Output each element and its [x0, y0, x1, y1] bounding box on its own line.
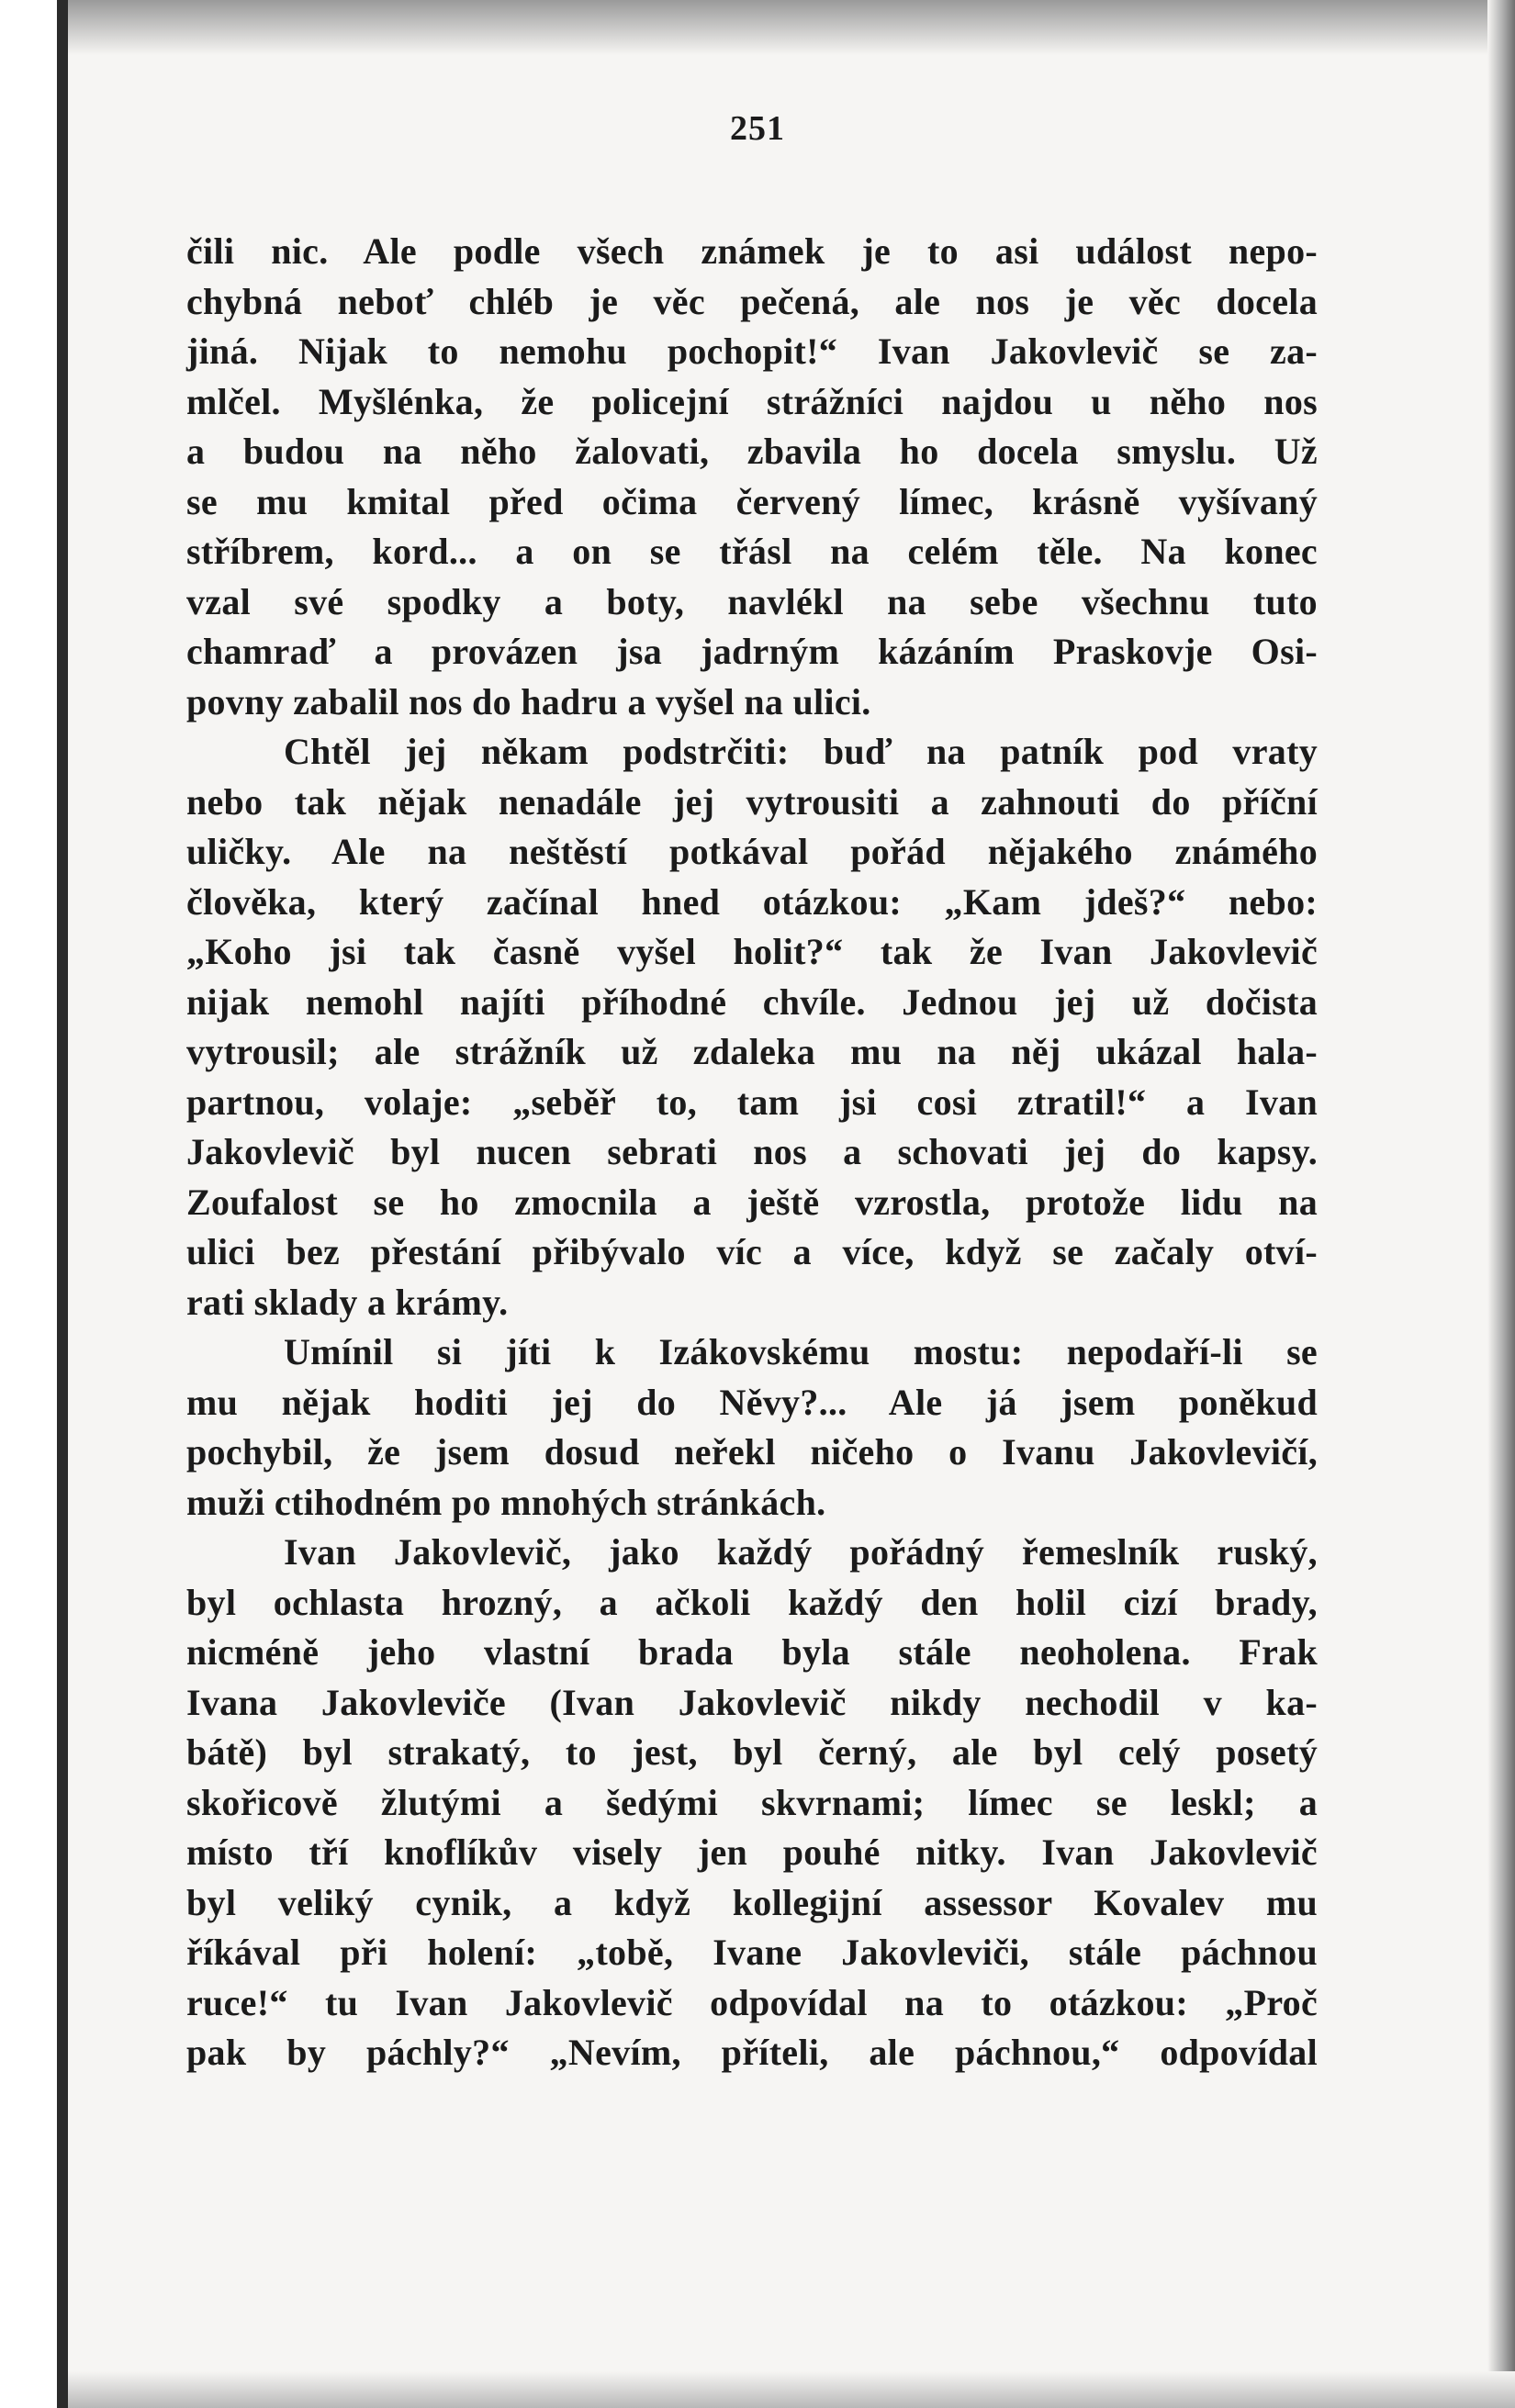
text-line: ulici bez přestání přibývalo víc a více, když se začaly otví-	[186, 1231, 1318, 1272]
text-line: vzal své spodky a boty, navlékl na sebe všechnu tuto	[186, 580, 1318, 622]
top-shadow	[68, 0, 1515, 55]
text-line: vytrousil; ale strážník už zdaleka mu na něj ukázal hala-	[186, 1031, 1318, 1072]
text-line: mlčel. Myšlénka, že policejní strážníci najdou u něho nos	[186, 380, 1318, 422]
text-line: byl veliký cynik, a když kollegijní assessor Kovalev mu	[186, 1881, 1318, 1923]
text-line: říkával při holení: „tobě, Ivane Jakovleviči, stále páchnou	[186, 1932, 1318, 1973]
page-number: 251	[730, 109, 785, 148]
text-line: pak by páchly?“ „Nevím, příteli, ale páchnou,“ odpovídal	[186, 2032, 1318, 2073]
text-line: pochybil, že jsem dosud neřekl ničeho o Ivanu Jakovlevičí,	[186, 1431, 1318, 1473]
page-left-margin	[0, 0, 57, 2408]
text-line: chybná neboť chléb je věc pečená, ale nos je věc docela	[186, 280, 1318, 322]
text-line: bátě) byl strakatý, to jest, byl černý, ale byl celý posetý	[186, 1731, 1318, 1773]
text-line: uličky. Ale na neštěstí potkával pořád nějakého známého	[186, 831, 1318, 872]
bottom-shadow	[68, 2371, 1515, 2408]
text-line: ruce!“ tu Ivan Jakovlevič odpovídal na to otázkou: „Proč	[186, 1981, 1318, 2023]
text-line: rati sklady a krámy.	[186, 1281, 509, 1323]
binding-edge	[57, 0, 68, 2408]
text-line: chamraď a provázen jsa jadrným kázáním Praskovje Osi-	[186, 631, 1318, 672]
text-line: „Koho jsi tak časně vyšel holit?“ tak že Ivan Jakovlevič	[186, 931, 1318, 972]
text-line: člověka, který začínal hned otázkou: „Kam jdeš?“ nebo:	[186, 880, 1318, 923]
text-line: nebo tak nějak nenadále jej vytrousiti a zahnouti do příční	[186, 780, 1318, 823]
text-line: Jakovlevič byl nucen sebrati nos a schovati jej do kapsy.	[186, 1131, 1318, 1172]
body-text	[186, 227, 1318, 2078]
right-shadow	[1487, 0, 1515, 2408]
text-line: a budou na něho žalovati, zbavila ho docela smyslu. Už	[186, 431, 1318, 472]
text-line: Ivana Jakovleviče (Ivan Jakovlevič nikdy nechodil v ka-	[186, 1681, 1318, 1723]
text-line: nicméně jeho vlastní brada byla stále neoholena. Frak	[186, 1631, 1318, 1673]
text-line: místo tří knoflíkův visely jen pouhé nitky. Ivan Jakovlevič	[186, 1831, 1318, 1873]
text-line: stříbrem, kord... a on se třásl na celém těle. Na konec	[186, 531, 1318, 572]
text-line: se mu kmital před očima červený límec, krásně vyšívaný	[186, 480, 1318, 522]
text-line: Umínil si jíti k Izákovskému mostu: nepodaří-li se	[284, 1331, 1318, 1372]
text-line: partnou, volaje: „seběř to, tam jsi cosi ztratil!“ a Ivan	[186, 1081, 1318, 1123]
text-line: čili nic. Ale podle všech známek je to asi událost nepo-	[186, 230, 1318, 272]
text-line: povny zabalil nos do hadru a vyšel na ulici.	[186, 680, 871, 722]
text-line: Chtěl jej někam podstrčiti: buď na patník pod vraty	[284, 731, 1318, 772]
text-line: Ivan Jakovlevič, jako každý pořádný řemeslník ruský,	[284, 1531, 1318, 1573]
text-line: jiná. Nijak to nemohu pochopit!“ Ivan Jakovlevič se za-	[186, 330, 1318, 372]
text-line: muži ctihodném po mnohých stránkách.	[186, 1481, 826, 1523]
text-line: nijak nemohl najíti příhodné chvíle. Jednou jej už dočista	[186, 980, 1318, 1023]
text-line: byl ochlasta hrozný, a ačkoli každý den holil cizí brady,	[186, 1581, 1318, 1623]
text-line: mu nějak hoditi jej do Něvy?... Ale já jsem poněkud	[186, 1381, 1318, 1423]
text-line: Zoufalost se ho zmocnila a ještě vzrostla, protože lidu na	[186, 1181, 1318, 1223]
text-line: skořicově žlutými a šedými skvrnami; límec se leskl; a	[186, 1781, 1318, 1823]
